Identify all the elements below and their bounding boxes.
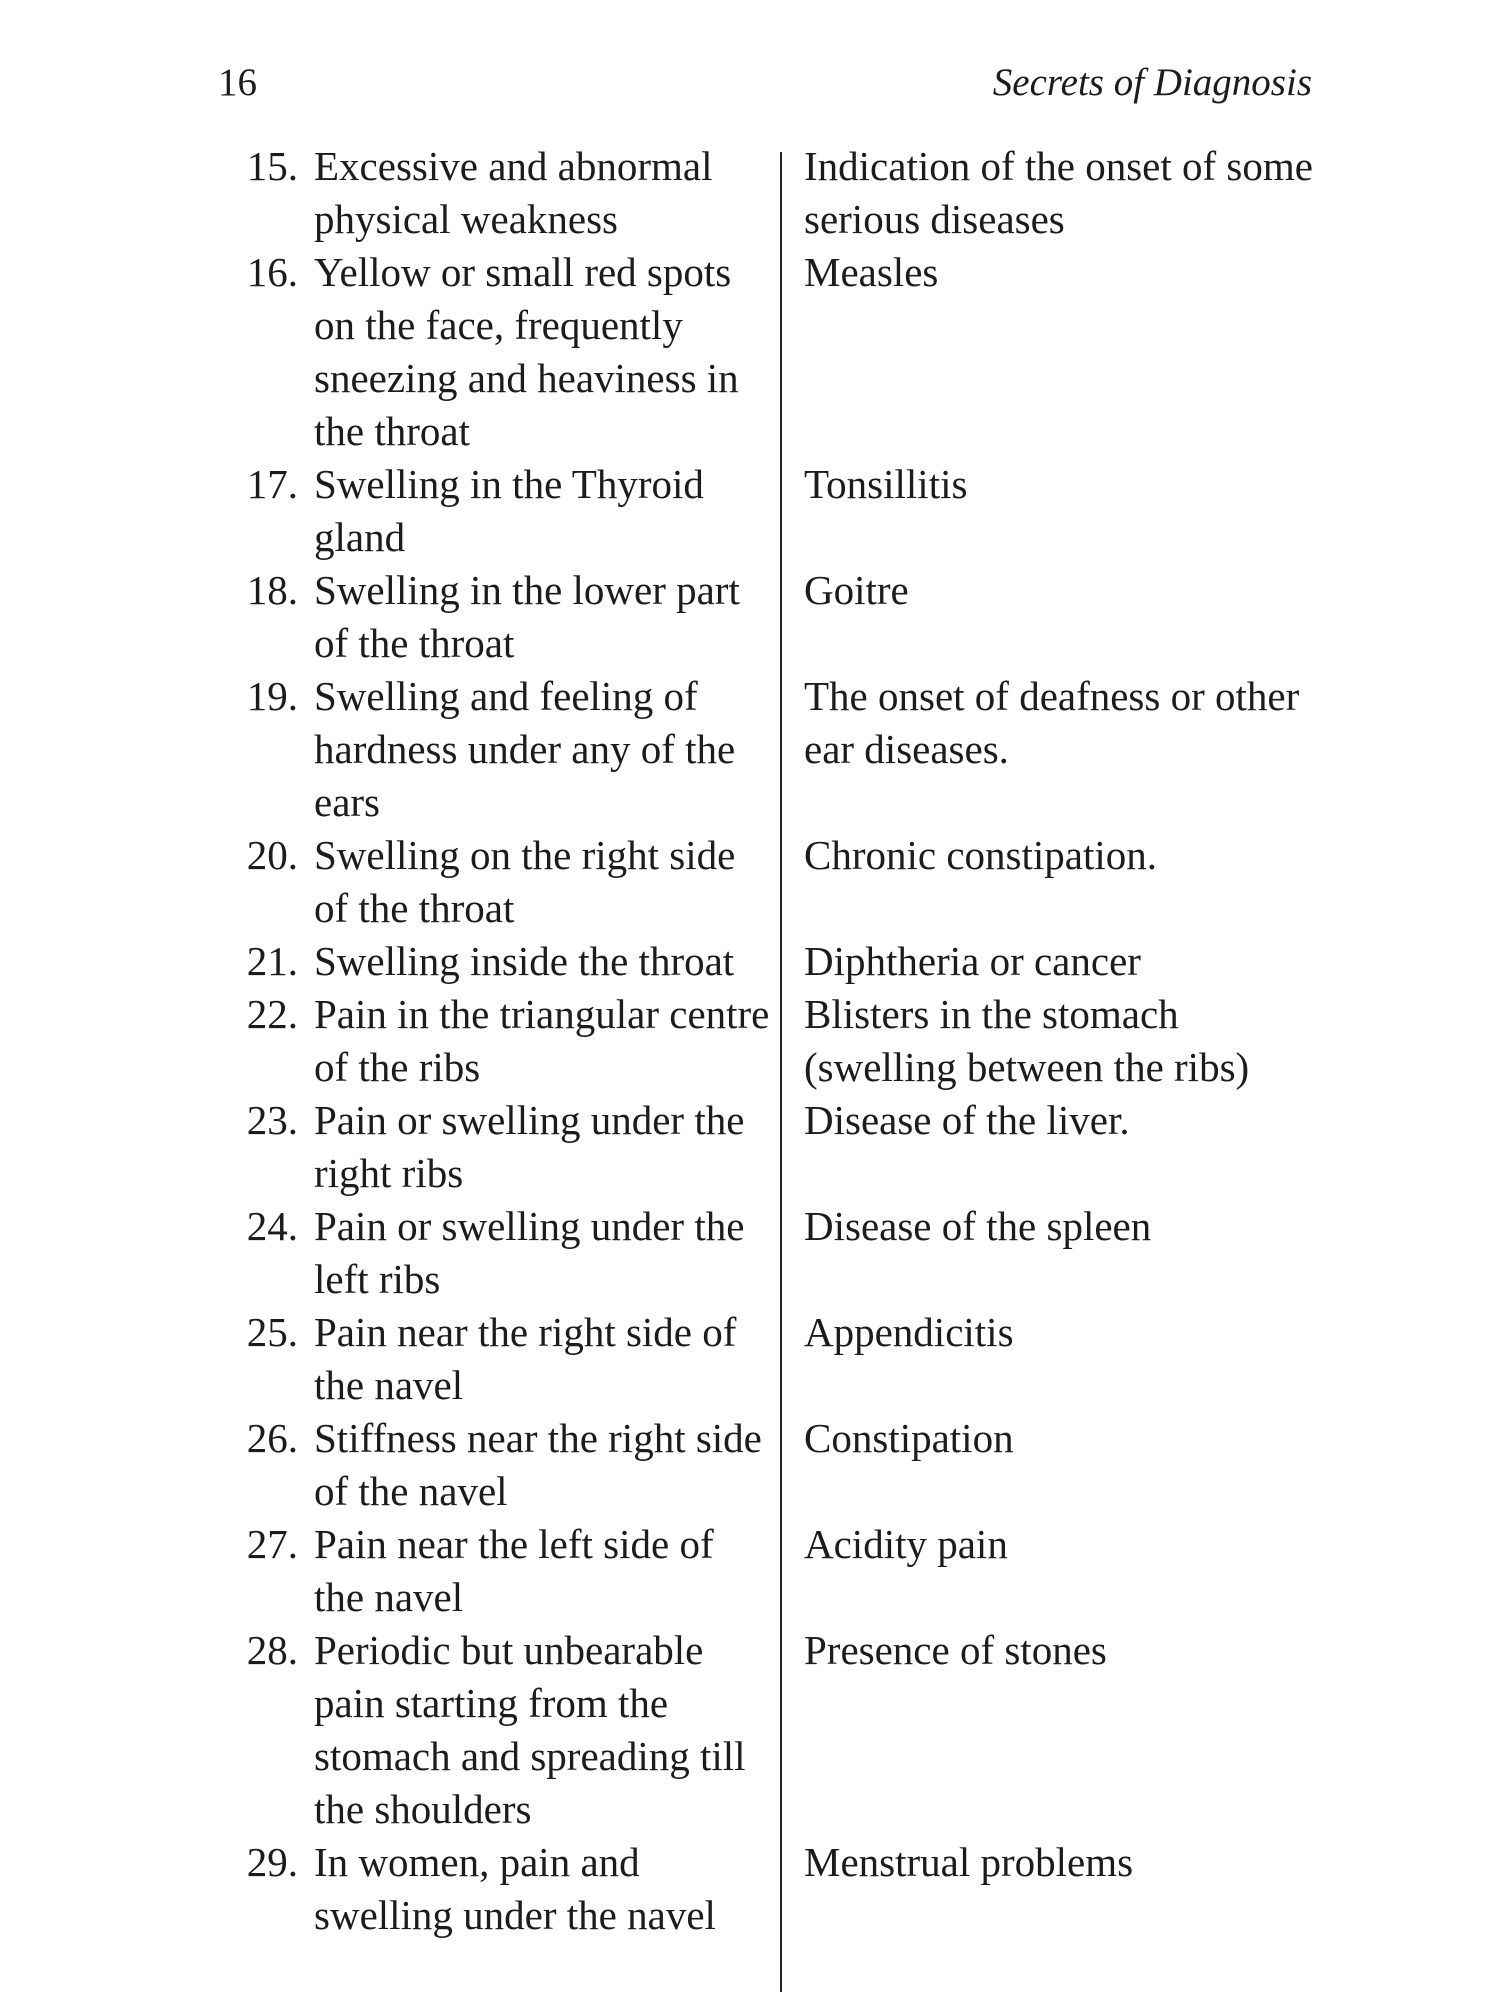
table-row [218,988,1328,1094]
table-row [218,1412,1328,1518]
condition-text: Disease of the liver. [804,1097,1130,1143]
table-row [218,458,1328,564]
row-number: 27. [246,1521,298,1567]
table-row [218,1306,1328,1412]
row-number: 21. [246,938,298,984]
condition-text: Acidity pain [804,1521,1008,1567]
symptom-text: Excessive and abnormal physical weakness [314,143,713,242]
table-row [218,1094,1328,1200]
symptom-text: Swelling inside the throat [314,938,735,984]
symptom-text: Pain in the triangular centre of the ribs [314,991,770,1090]
condition-text: Blisters in the stomach (swelling between the ribs) [804,991,1250,1090]
table-row [218,246,1328,458]
symptom-text: Swelling in the lower part of the throat [314,567,740,666]
table-row [218,829,1328,935]
table-row [218,564,1328,670]
symptom-text: Pain or swelling under the right ribs [314,1097,745,1196]
running-title: Secrets of Diagnosis [992,61,1312,104]
row-number: 29. [246,1839,298,1885]
row-number: 15. [246,143,298,189]
condition-text: Appendicitis [804,1309,1014,1355]
symptom-text: Yellow or small red spots on the face, frequently sneezing and heaviness in the throat [314,249,739,454]
symptom-text: Pain near the left side of the navel [314,1521,714,1620]
row-number: 18. [246,567,298,613]
row-number: 24. [246,1203,298,1249]
condition-text: Presence of stones [804,1627,1107,1673]
table-row [218,140,1328,246]
row-number: 28. [246,1627,298,1673]
table-row [218,1518,1328,1624]
condition-text: The onset of deafness or other ear diseases. [804,673,1300,772]
condition-text: Goitre [804,567,909,613]
condition-text: Tonsillitis [804,461,968,507]
row-number: 20. [246,832,298,878]
symptom-text: Stiffness near the right side of the navel [314,1415,762,1514]
row-number: 22. [246,991,298,1037]
symptom-text: Pain or swelling under the left ribs [314,1203,745,1302]
row-number: 17. [246,461,298,507]
row-number: 23. [246,1097,298,1143]
symptom-text: Periodic but unbearable pain starting from the stomach and spreading till the shoulders [314,1627,746,1832]
row-number: 19. [246,673,298,719]
table-row [218,670,1328,829]
symptom-text: In women, pain and swelling under the navel [314,1839,716,1938]
table-row [218,1200,1328,1306]
page-number: 16 [218,61,257,104]
symptom-table [218,140,1328,1942]
condition-text: Menstrual problems [804,1839,1134,1885]
condition-text: Chronic constipation. [804,832,1158,878]
condition-text: Indication of the onset of some serious diseases [804,143,1313,242]
row-number: 26. [246,1415,298,1461]
condition-text: Disease of the spleen [804,1203,1152,1249]
table-row [218,1624,1328,1836]
symptom-text: Swelling in the Thyroid gland [314,461,704,560]
symptom-text: Pain near the right side of the navel [314,1309,737,1408]
symptom-text: Swelling and feeling of hardness under any of the ears [314,673,736,825]
symptom-text: Swelling on the right side of the throat [314,832,736,931]
row-number: 25. [246,1309,298,1355]
condition-text: Measles [804,249,939,295]
table-row [218,1836,1328,1942]
table-row [218,935,1328,988]
condition-text: Constipation [804,1415,1014,1461]
condition-text: Diphtheria or cancer [804,938,1141,984]
row-number: 16. [246,249,298,295]
